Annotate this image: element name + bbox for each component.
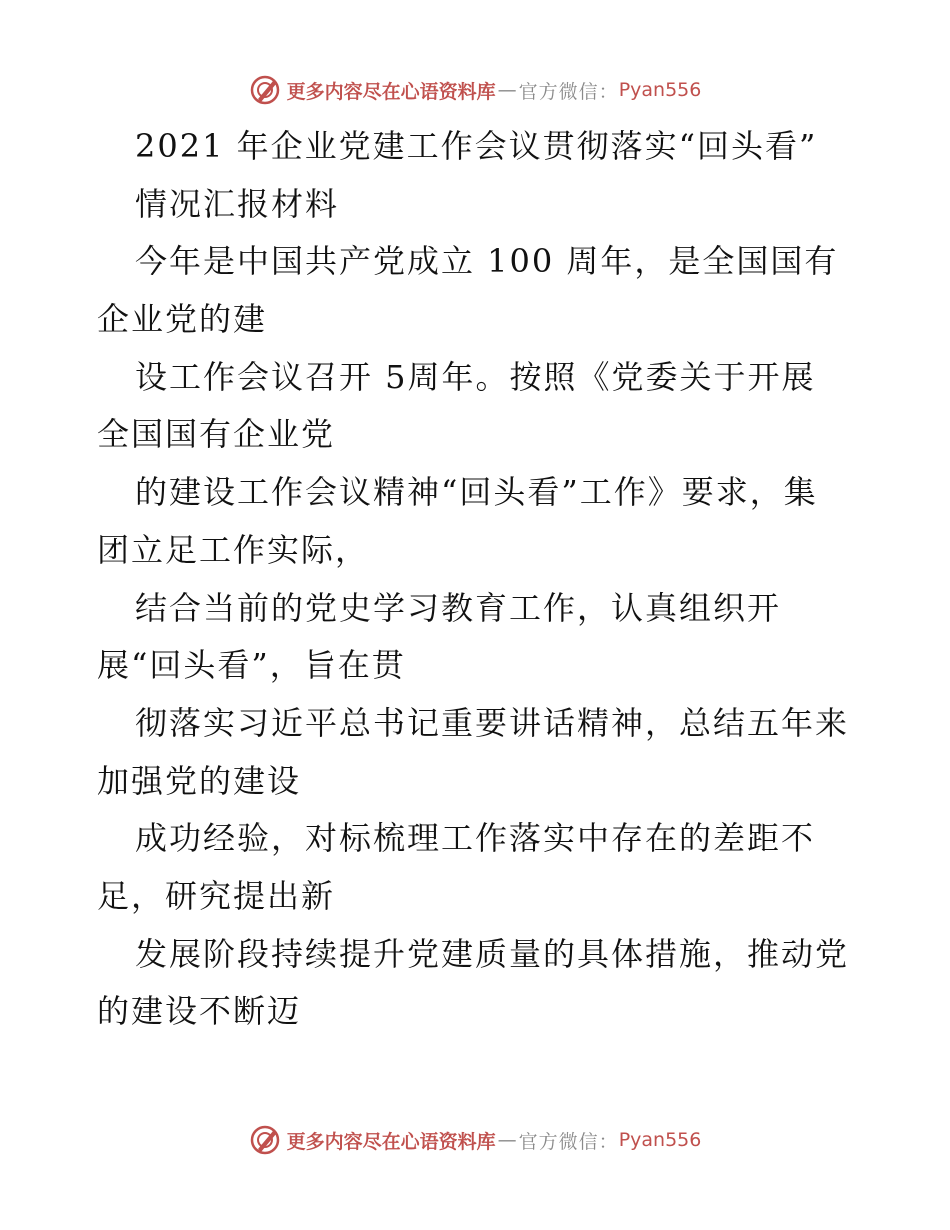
- paragraph-line: 足，研究提出新: [97, 876, 336, 915]
- paragraph-line: 彻落实习近平总书记重要讲话精神，总结五年来: [135, 703, 850, 742]
- watermark-text: 更多内容尽在心语资料库: [286, 1130, 496, 1153]
- watermark-separator: —: [497, 79, 517, 101]
- watermark-separator: —: [497, 1129, 517, 1151]
- document-body: [97, 118, 857, 1041]
- paragraph-line: 展“回头看”，旨在贯: [97, 646, 406, 685]
- paragraph-line: 企业党的建: [97, 300, 268, 339]
- pen-logo-icon: [249, 74, 281, 106]
- paragraph-line: 今年是中国共产党成立 100 周年，是全国国有: [135, 242, 839, 281]
- paragraph-line: 全国国有企业党: [97, 415, 336, 454]
- paragraph-line: 团立足工作实际，: [97, 530, 370, 569]
- paragraph-line: 发展阶段持续提升党建质量的具体措施，推动党: [135, 934, 850, 973]
- watermark-wechat-label: 官方微信：: [518, 80, 619, 103]
- paragraph-line: 加强党的建设: [97, 761, 302, 800]
- paragraph-line: 成功经验，对标梳理工作落实中存在的差距不: [135, 819, 816, 858]
- paragraph-line: 的建设工作会议精神“回头看”工作》要求，集: [135, 473, 818, 512]
- paragraph-line: 的建设不断迈: [97, 992, 302, 1031]
- watermark-wechat-id: Pyan556: [618, 1129, 702, 1151]
- document-title-line-2: 情况汇报材料: [135, 184, 340, 223]
- watermark-wechat-label: 官方微信：: [518, 1130, 619, 1153]
- watermark-text: 更多内容尽在心语资料库: [286, 80, 496, 103]
- watermark-wechat-id: Pyan556: [618, 79, 702, 101]
- paragraph-line: 设工作会议召开 5周年。按照《党委关于开展: [135, 357, 816, 396]
- header-watermark: [0, 70, 950, 110]
- pen-logo-icon: [249, 1124, 281, 1156]
- footer-watermark: [0, 1120, 950, 1160]
- document-title-line-1: 2021 年企业党建工作会议贯彻落实“回头看”: [135, 127, 818, 165]
- paragraph-line: 结合当前的党史学习教育工作，认真组织开: [135, 588, 782, 627]
